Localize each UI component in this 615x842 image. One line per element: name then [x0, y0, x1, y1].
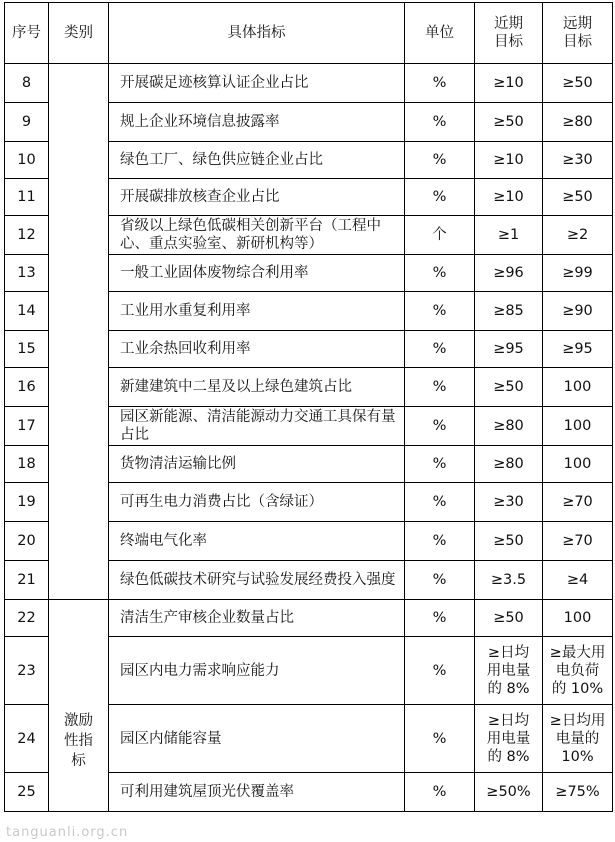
- row-indicator: 开展碳足迹核算认证企业占比: [109, 64, 405, 103]
- row-unit: %: [405, 705, 475, 773]
- header-long-term: 远期 目标: [543, 3, 613, 64]
- row-indicator: 清洁生产审核企业数量占比: [109, 600, 405, 637]
- row-index: 16: [5, 368, 49, 407]
- header-indicator: 具体指标: [109, 3, 405, 64]
- row-indicator: 新建建筑中二星及以上绿色建筑占比: [109, 368, 405, 407]
- row-indicator: 园区内储能容量: [109, 705, 405, 773]
- row-far-target: ≥70: [543, 483, 613, 522]
- row-far-target: ≥99: [543, 255, 613, 292]
- row-far-target: ≥95: [543, 331, 613, 368]
- row-index: 10: [5, 142, 49, 179]
- row-indicator: 绿色低碳技术研究与试验发展经费投入强度: [109, 561, 405, 600]
- row-near-target: ≥50: [475, 368, 543, 407]
- row-far-target: ≥50: [543, 64, 613, 103]
- row-far-target: ≥75%: [543, 773, 613, 812]
- header-index: 序号: [5, 3, 49, 64]
- row-index: 18: [5, 446, 49, 483]
- row-unit: %: [405, 483, 475, 522]
- row-far-target: 100: [543, 600, 613, 637]
- row-index: 17: [5, 407, 49, 446]
- row-far-target: 100: [543, 407, 613, 446]
- row-index: 9: [5, 103, 49, 142]
- row-near-target: ≥日均 用电量 的 8%: [475, 705, 543, 773]
- row-index: 20: [5, 522, 49, 561]
- category-cell-incentive: [49, 600, 109, 812]
- row-far-target: ≥日均用 电量的 10%: [543, 705, 613, 773]
- row-indicator: 货物清洁运输比例: [109, 446, 405, 483]
- header-row: [5, 3, 613, 64]
- row-unit: %: [405, 64, 475, 103]
- header-near-term: 近期 目标: [475, 3, 543, 64]
- row-index: 12: [5, 216, 49, 255]
- row-index: 22: [5, 600, 49, 637]
- row-index: 8: [5, 64, 49, 103]
- row-indicator: 规上企业环境信息披露率: [109, 103, 405, 142]
- category-cell-empty: [49, 64, 109, 600]
- row-near-target: ≥30: [475, 483, 543, 522]
- row-unit: %: [405, 292, 475, 331]
- table-row: [5, 64, 613, 103]
- row-near-target: ≥10: [475, 64, 543, 103]
- row-indicator: 工业余热回收利用率: [109, 331, 405, 368]
- row-indicator: 终端电气化率: [109, 522, 405, 561]
- row-near-target: ≥3.5: [475, 561, 543, 600]
- row-unit: %: [405, 142, 475, 179]
- row-far-target: ≥4: [543, 561, 613, 600]
- table-row: [5, 600, 613, 637]
- row-near-target: ≥50: [475, 522, 543, 561]
- row-unit: %: [405, 773, 475, 812]
- row-near-target: ≥50: [475, 103, 543, 142]
- row-far-target: ≥最大用 电负荷 的 10%: [543, 637, 613, 705]
- watermark: tanguanli.org.cn: [6, 825, 129, 840]
- row-indicator: 园区新能源、清洁能源动力交通工具保有量占比: [109, 407, 405, 446]
- row-unit: %: [405, 600, 475, 637]
- row-far-target: 100: [543, 368, 613, 407]
- row-near-target: ≥10: [475, 179, 543, 216]
- row-indicator: 一般工业固体废物综合利用率: [109, 255, 405, 292]
- row-index: 19: [5, 483, 49, 522]
- row-indicator: 园区内电力需求响应能力: [109, 637, 405, 705]
- row-unit: %: [405, 561, 475, 600]
- row-indicator: 可利用建筑屋顶光伏覆盖率: [109, 773, 405, 812]
- row-index: 13: [5, 255, 49, 292]
- row-far-target: ≥2: [543, 216, 613, 255]
- row-index: 24: [5, 705, 49, 773]
- row-near-target: ≥80: [475, 446, 543, 483]
- row-index: 11: [5, 179, 49, 216]
- indicator-table: [4, 2, 613, 812]
- row-unit: %: [405, 103, 475, 142]
- row-index: 23: [5, 637, 49, 705]
- row-near-target: ≥日均 用电量 的 8%: [475, 637, 543, 705]
- row-unit: %: [405, 331, 475, 368]
- row-index: 25: [5, 773, 49, 812]
- row-unit: %: [405, 522, 475, 561]
- row-indicator: 开展碳排放核查企业占比: [109, 179, 405, 216]
- row-near-target: ≥10: [475, 142, 543, 179]
- row-near-target: ≥85: [475, 292, 543, 331]
- row-far-target: ≥80: [543, 103, 613, 142]
- row-far-target: ≥50: [543, 179, 613, 216]
- row-near-target: ≥50%: [475, 773, 543, 812]
- row-far-target: ≥90: [543, 292, 613, 331]
- row-unit: 个: [405, 216, 475, 255]
- row-unit: %: [405, 637, 475, 705]
- row-index: 21: [5, 561, 49, 600]
- table-body: [5, 64, 613, 812]
- row-indicator: 可再生电力消费占比（含绿证）: [109, 483, 405, 522]
- category-label: 激励 性指 标: [64, 712, 93, 769]
- row-far-target: 100: [543, 446, 613, 483]
- row-unit: %: [405, 179, 475, 216]
- row-index: 14: [5, 292, 49, 331]
- row-unit: %: [405, 446, 475, 483]
- row-near-target: ≥1: [475, 216, 543, 255]
- row-near-target: ≥50: [475, 600, 543, 637]
- row-unit: %: [405, 368, 475, 407]
- row-index: 15: [5, 331, 49, 368]
- row-indicator: 绿色工厂、绿色供应链企业占比: [109, 142, 405, 179]
- row-indicator: 工业用水重复利用率: [109, 292, 405, 331]
- row-unit: %: [405, 407, 475, 446]
- header-unit: 单位: [405, 3, 475, 64]
- row-near-target: ≥95: [475, 331, 543, 368]
- header-category: 类别: [49, 3, 109, 64]
- row-indicator: 省级以上绿色低碳相关创新平台（工程中心、重点实验室、新研机构等）: [109, 216, 405, 255]
- row-unit: %: [405, 255, 475, 292]
- row-near-target: ≥80: [475, 407, 543, 446]
- row-far-target: ≥70: [543, 522, 613, 561]
- row-far-target: ≥30: [543, 142, 613, 179]
- row-near-target: ≥96: [475, 255, 543, 292]
